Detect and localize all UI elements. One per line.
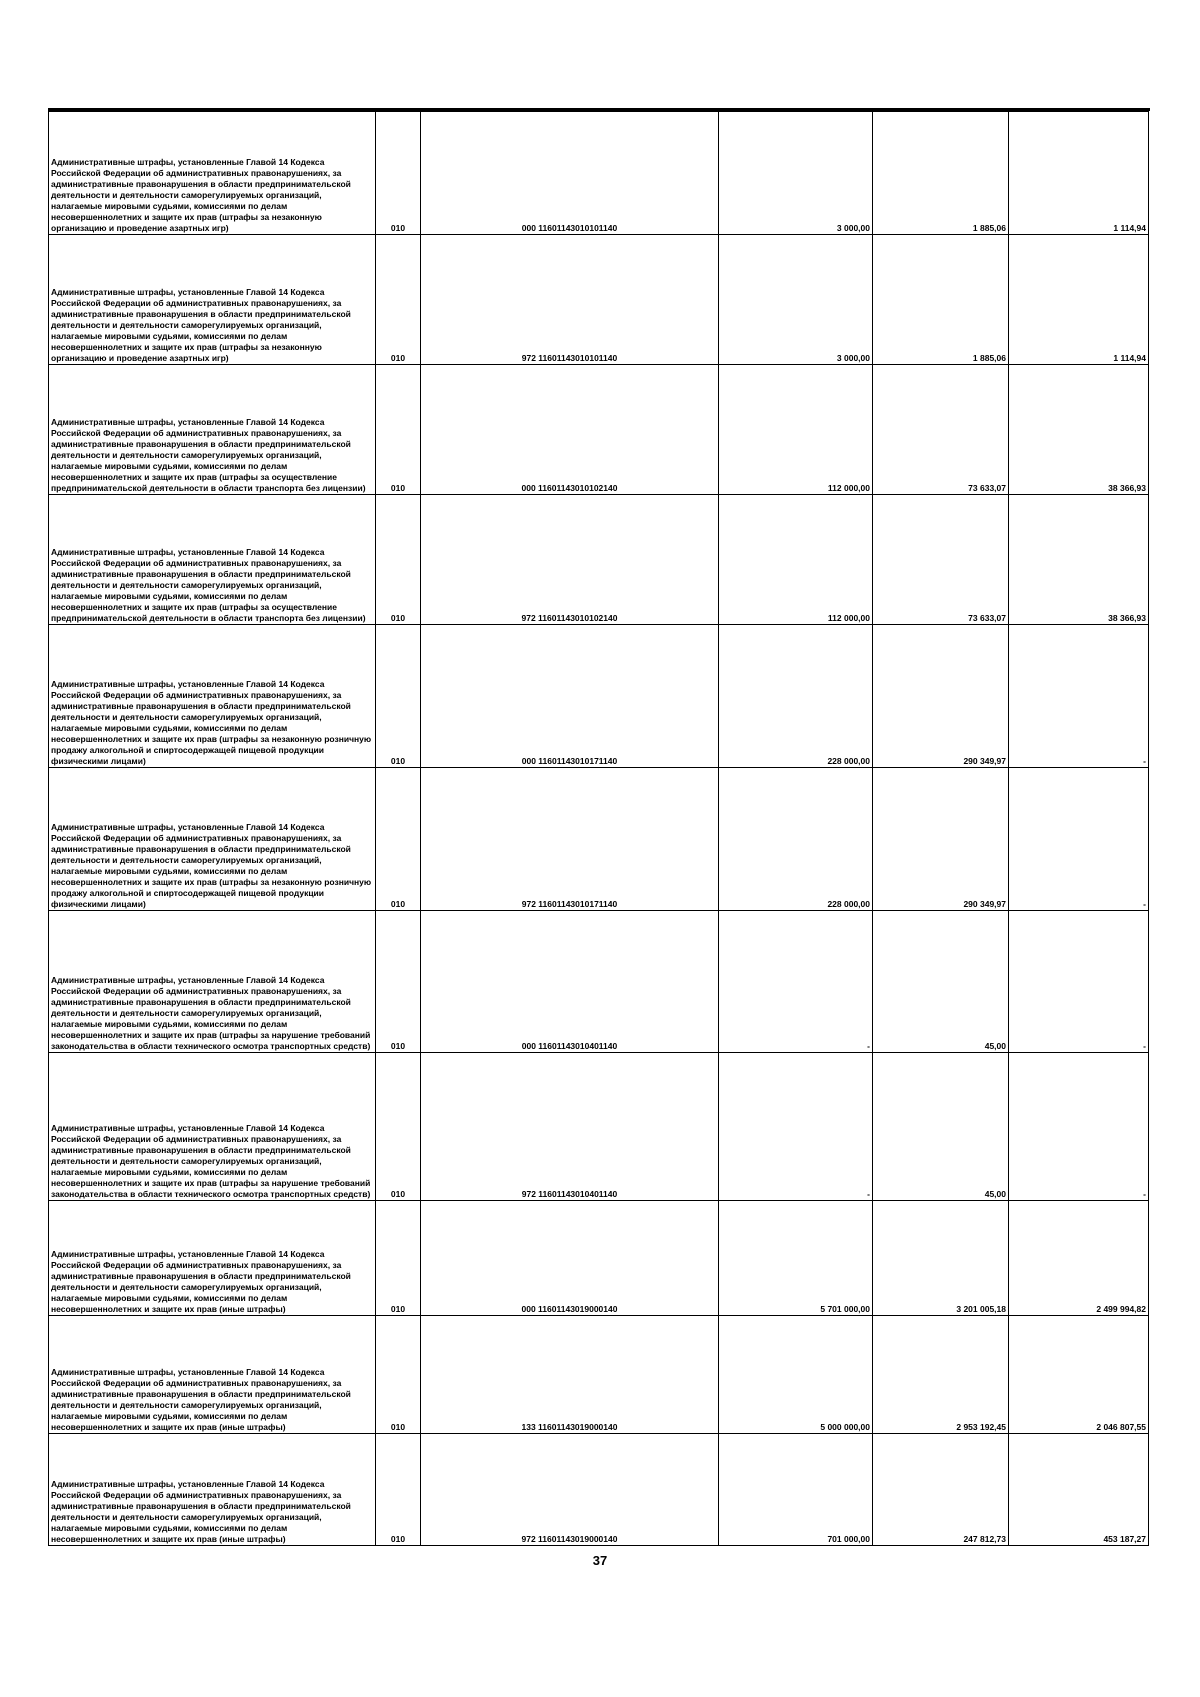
table-row — [49, 1053, 1149, 1201]
row-approved-plan: 228 000,00 — [719, 625, 873, 768]
table-row — [49, 112, 1149, 235]
row-remainder: - — [1009, 1053, 1149, 1201]
row-approved-plan: - — [719, 1053, 873, 1201]
row-remainder: 2 499 994,82 — [1009, 1201, 1149, 1316]
table-row — [49, 768, 1149, 911]
row-executed: 73 633,07 — [873, 365, 1009, 495]
row-executed: 247 812,73 — [873, 1434, 1009, 1546]
row-line-code: 010 — [376, 365, 421, 495]
row-name: Административные штрафы, установленные Главой 14 Кодекса Российской Федерации об административных правонарушениях, за административные правонарушения в области предпринимательской деятельности и деятельности саморегулируемых организаций, налагаемые мировыми судьями, комиссиями по делам несовершеннолетних и защите их прав (штрафы за нарушение требований законодательства в области технического осмотра транспортных средств) — [49, 911, 376, 1053]
row-remainder: 38 366,93 — [1009, 365, 1149, 495]
row-approved-plan: 5 701 000,00 — [719, 1201, 873, 1316]
table-row — [49, 911, 1149, 1053]
row-name: Административные штрафы, установленные Главой 14 Кодекса Российской Федерации об административных правонарушениях, за административные правонарушения в области предпринимательской деятельности и деятельности саморегулируемых организаций, налагаемые мировыми судьями, комиссиями по делам несовершеннолетних и защите их прав (штрафы за осуществление предпринимательской деятельности в области транспорта без лицензии) — [49, 365, 376, 495]
table-row — [49, 235, 1149, 365]
page-number: 37 — [592, 1553, 608, 1568]
row-approved-plan: 5 000 000,00 — [719, 1316, 873, 1434]
row-remainder: 1 114,94 — [1009, 235, 1149, 365]
row-name: Административные штрафы, установленные Главой 14 Кодекса Российской Федерации об административных правонарушениях, за административные правонарушения в области предпринимательской деятельности и деятельности саморегулируемых организаций, налагаемые мировыми судьями, комиссиями по делам несовершеннолетних и защите их прав (иные штрафы) — [49, 1201, 376, 1316]
row-line-code: 010 — [376, 1053, 421, 1201]
row-line-code: 010 — [376, 495, 421, 625]
row-approved-plan: 3 000,00 — [719, 235, 873, 365]
row-approved-plan: 112 000,00 — [719, 495, 873, 625]
row-remainder: 38 366,93 — [1009, 495, 1149, 625]
row-approved-plan: 112 000,00 — [719, 365, 873, 495]
row-name: Административные штрафы, установленные Главой 14 Кодекса Российской Федерации об административных правонарушениях, за административные правонарушения в области предпринимательской деятельности и деятельности саморегулируемых организаций, налагаемые мировыми судьями, комиссиями по делам несовершеннолетних и защите их прав (штрафы за незаконную розничную продажу алкогольной и спиртосодержащей пищевой продукции физическими лицами) — [49, 625, 376, 768]
row-remainder: - — [1009, 768, 1149, 911]
row-approved-plan: 701 000,00 — [719, 1434, 873, 1546]
row-remainder: - — [1009, 911, 1149, 1053]
row-income-code: 000 11601143010102140 — [421, 365, 719, 495]
row-remainder: 1 114,94 — [1009, 112, 1149, 235]
row-line-code: 010 — [376, 911, 421, 1053]
row-executed: 290 349,97 — [873, 768, 1009, 911]
row-line-code: 010 — [376, 1316, 421, 1434]
table-row — [49, 1201, 1149, 1316]
row-remainder: 453 187,27 — [1009, 1434, 1149, 1546]
row-line-code: 010 — [376, 1434, 421, 1546]
row-line-code: 010 — [376, 112, 421, 235]
row-executed: 290 349,97 — [873, 625, 1009, 768]
row-executed: 73 633,07 — [873, 495, 1009, 625]
row-line-code: 010 — [376, 1201, 421, 1316]
row-executed: 2 953 192,45 — [873, 1316, 1009, 1434]
row-name: Административные штрафы, установленные Главой 14 Кодекса Российской Федерации об административных правонарушениях, за административные правонарушения в области предпринимательской деятельности и деятельности саморегулируемых организаций, налагаемые мировыми судьями, комиссиями по делам несовершеннолетних и защите их прав (штрафы за незаконную розничную продажу алкогольной и спиртосодержащей пищевой продукции физическими лицами) — [49, 768, 376, 911]
row-name: Административные штрафы, установленные Главой 14 Кодекса Российской Федерации об административных правонарушениях, за административные правонарушения в области предпринимательской деятельности и деятельности саморегулируемых организаций, налагаемые мировыми судьями, комиссиями по делам несовершеннолетних и защите их прав (штрафы за незаконную организацию и проведение азартных игр) — [49, 112, 376, 235]
row-income-code: 972 11601143010171140 — [421, 768, 719, 911]
row-name: Административные штрафы, установленные Главой 14 Кодекса Российской Федерации об административных правонарушениях, за административные правонарушения в области предпринимательской деятельности и деятельности саморегулируемых организаций, налагаемые мировыми судьями, комиссиями по делам несовершеннолетних и защите их прав (штрафы за нарушение требований законодательства в области технического осмотра транспортных средств) — [49, 1053, 376, 1201]
revenue-report-table — [48, 111, 1149, 1546]
row-line-code: 010 — [376, 768, 421, 911]
row-income-code: 972 11601143019000140 — [421, 1434, 719, 1546]
row-line-code: 010 — [376, 625, 421, 768]
table-row — [49, 495, 1149, 625]
row-income-code: 000 11601143019000140 — [421, 1201, 719, 1316]
row-income-code: 133 11601143019000140 — [421, 1316, 719, 1434]
row-executed: 45,00 — [873, 911, 1009, 1053]
row-name: Административные штрафы, установленные Главой 14 Кодекса Российской Федерации об административных правонарушениях, за административные правонарушения в области предпринимательской деятельности и деятельности саморегулируемых организаций, налагаемые мировыми судьями, комиссиями по делам несовершеннолетних и защите их прав (штрафы за незаконную организацию и проведение азартных игр) — [49, 235, 376, 365]
row-executed: 1 885,06 — [873, 112, 1009, 235]
row-approved-plan: 3 000,00 — [719, 112, 873, 235]
row-income-code: 972 11601143010102140 — [421, 495, 719, 625]
row-remainder: - — [1009, 625, 1149, 768]
row-name: Административные штрафы, установленные Главой 14 Кодекса Российской Федерации об административных правонарушениях, за административные правонарушения в области предпринимательской деятельности и деятельности саморегулируемых организаций, налагаемые мировыми судьями, комиссиями по делам несовершеннолетних и защите их прав (иные штрафы) — [49, 1434, 376, 1546]
row-approved-plan: 228 000,00 — [719, 768, 873, 911]
row-income-code: 972 11601143010101140 — [421, 235, 719, 365]
row-approved-plan: - — [719, 911, 873, 1053]
row-remainder: 2 046 807,55 — [1009, 1316, 1149, 1434]
row-name: Административные штрафы, установленные Главой 14 Кодекса Российской Федерации об административных правонарушениях, за административные правонарушения в области предпринимательской деятельности и деятельности саморегулируемых организаций, налагаемые мировыми судьями, комиссиями по делам несовершеннолетних и защите их прав (иные штрафы) — [49, 1316, 376, 1434]
row-income-code: 972 11601143010401140 — [421, 1053, 719, 1201]
table-row — [49, 625, 1149, 768]
row-executed: 3 201 005,18 — [873, 1201, 1009, 1316]
row-income-code: 000 11601143010401140 — [421, 911, 719, 1053]
row-income-code: 000 11601143010101140 — [421, 112, 719, 235]
row-income-code: 000 11601143010171140 — [421, 625, 719, 768]
row-executed: 45,00 — [873, 1053, 1009, 1201]
table-row — [49, 365, 1149, 495]
row-line-code: 010 — [376, 235, 421, 365]
row-executed: 1 885,06 — [873, 235, 1009, 365]
row-name: Административные штрафы, установленные Главой 14 Кодекса Российской Федерации об административных правонарушениях, за административные правонарушения в области предпринимательской деятельности и деятельности саморегулируемых организаций, налагаемые мировыми судьями, комиссиями по делам несовершеннолетних и защите их прав (штрафы за осуществление предпринимательской деятельности в области транспорта без лицензии) — [49, 495, 376, 625]
table-row — [49, 1434, 1149, 1546]
table-row — [49, 1316, 1149, 1434]
